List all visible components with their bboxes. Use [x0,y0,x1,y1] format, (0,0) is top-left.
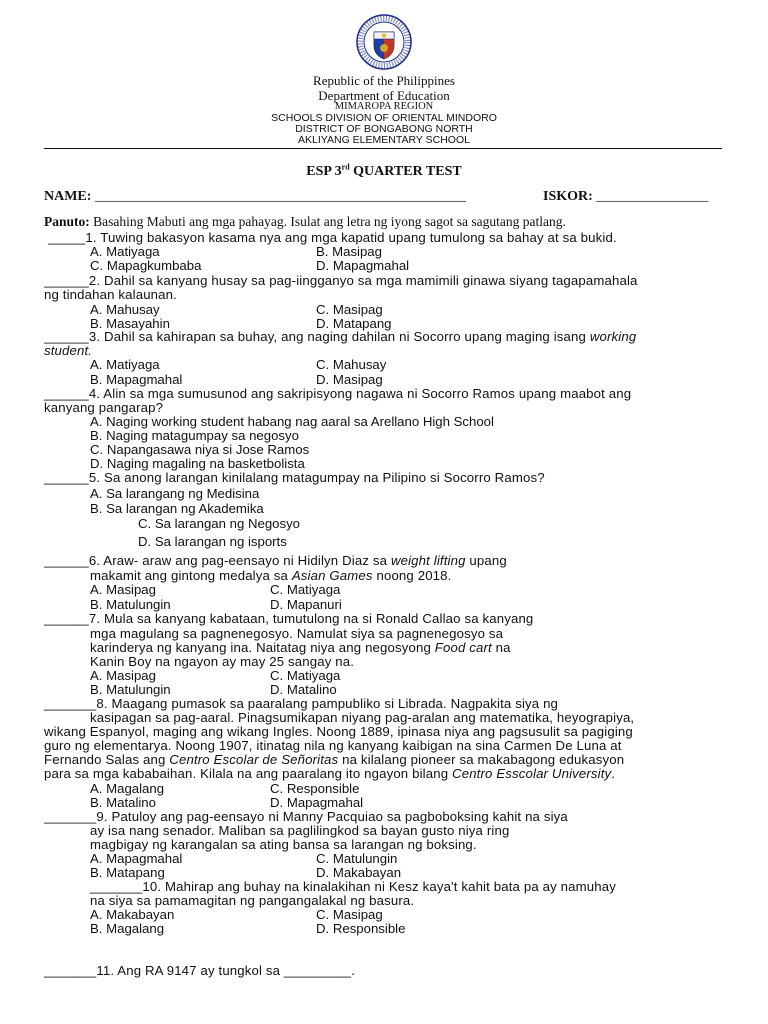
instructions-text: Basahing Mabuti ang mga pahayag. Isulat ang letra ng iyong sagot sa sagutang patlang. [89,214,566,229]
question-7-option-a: A. Masipag [90,668,156,683]
question-8-option-c: C. Responsible [270,781,360,796]
question-8-stem-line3: wikang Espanyol, maging ang wikang Ingles. Noong 1889, ipinasa niya ang pagsusulit sa pagiging [44,724,633,739]
question-4-option-a: A. Naging working student habang nag aaral sa Arellano High School [90,414,494,429]
question-8-option-d: D. Mapagmahal [270,795,364,810]
question-2-option-c: C. Masipag [316,302,383,317]
question-3-option-a: A. Matiyaga [90,357,160,372]
question-7-stem-line2: mga magulang sa pagnenegosyo. Namulat siya sa pagnenegosyo sa [90,626,504,641]
question-1-option-c: C. Mapagkumbaba [90,258,202,273]
question-2-option-b: B. Masayahin [90,316,170,331]
question-6-stem: ______6. Araw- araw ang pag-eensayo ni Hidilyn Diaz sa weight lifting upang [44,553,507,568]
question-2-option-a: A. Mahusay [90,302,160,317]
question-4-stem: ______4. Alin sa mga sumusunod ang sakripisyong nagawa ni Socorro Ramos upang maabot ang [44,386,632,401]
question-3-option-c: C. Mahusay [316,357,387,372]
question-4-option-d: D. Naging magaling na basketbolista [90,456,305,471]
question-4-stem-cont: kanyang pangarap? [44,400,164,415]
deped-seal-icon [356,14,412,70]
question-10-stem-cont: na siya sa pamamagitan ng pangangalakal ng basura. [90,893,415,908]
question-2-stem-cont: ng tindahan kalaunan. [44,287,177,302]
question-5-option-b: B. Sa larangan ng Akademika [90,501,264,516]
question-8-option-a: A. Magalang [90,781,165,796]
question-8-stem-line5: Fernando Salas ang Centro Escolar de Señoritas na kilalang pioneer sa makabagong edukasyon [44,752,625,767]
question-4-option-b: B. Naging matagumpay sa negosyo [90,428,299,443]
question-4-option-c: C. Napangasawa niya si Jose Ramos [90,442,310,457]
question-1-option-a: A. Matiyaga [90,244,160,259]
score-field[interactable] [543,189,708,204]
question-8-stem-line2: kasipagan sa pag-aaral. Pinagsumikapan niyang pag-aralan ang matematika, heyograpiya, [90,710,635,725]
question-8-stem-line4: guro ng elementarya. Noong 1907, itinatag nila ng kanyang kaibigan na sina Carmen De Luna at [44,738,622,753]
question-9-option-c: C. Matulungin [316,851,398,866]
header-line-district: DISTRICT OF BONGABONG NORTH [295,123,473,135]
question-10-option-a: A. Makabayan [90,907,175,922]
instructions-label: Panuto: [44,214,90,229]
score-blank[interactable]: ________________ [596,189,709,204]
test-title: ESP 3rd QUARTER TEST [306,162,462,179]
question-3-stem: ______3. Dahil sa kahirapan sa buhay, ang naging dahilan ni Socorro upang maging isang working [44,329,637,344]
question-3-option-b: B. Mapagmahal [90,372,183,387]
question-3-option-d: D. Masipag [316,372,383,387]
question-6-option-c: C. Matiyaga [270,582,341,597]
question-11-stem: _______11. Ang RA 9147 ay tungkol sa _________. [44,963,356,978]
score-label: ISKOR: [543,189,597,204]
question-8-stem-line6: para sa mga kababaihan. Kilala na ang paaralang ito ngayon bilang Centro Esscolar University. [44,766,616,781]
question-10-option-c: C. Masipag [316,907,383,922]
header-line-republic: Republic of the Philippines [313,73,455,88]
name-field[interactable] [44,189,466,204]
question-9-stem-line2: ay isa nang senador. Maliban sa paglilingkod sa bayan gusto niya ring [90,823,510,838]
question-10-option-d: D. Responsible [316,921,406,936]
question-7-stem: ______7. Mula sa kanyang kabataan, tumutulong na si Ronald Callao sa kanyang [44,611,534,626]
question-9-option-b: B. Matapang [90,865,165,880]
question-2-stem: ______2. Dahil sa kanyang husay sa pag-iingganyo sa mga mamimili ginawa siyang tagapamahala [44,273,638,288]
question-3-stem-cont: student. [44,343,93,358]
question-6-stem-cont: makamit ang gintong medalya sa Asian Games noong 2018. [90,568,452,583]
question-2-option-d: D. Matapang [316,316,392,331]
header-divider [44,148,722,149]
question-9-stem-line3: magbigay ng karangalan sa ating bansa sa larangan ng boksing. [90,837,477,852]
question-9-option-d: D. Makabayan [316,865,402,880]
name-label: NAME: [44,189,95,204]
question-1-option-d: D. Mapagmahal [316,258,410,273]
question-7-option-d: D. Matalino [270,682,337,697]
question-6-option-b: B. Matulungin [90,597,171,612]
question-7-option-c: C. Matiyaga [270,668,341,683]
question-9-option-a: A. Mapagmahal [90,851,183,866]
question-5-option-d: D. Sa larangan ng isports [138,534,287,549]
header-line-region: MIMAROPA REGION [334,101,434,112]
question-7-option-b: B. Matulungin [90,682,171,697]
question-1-stem: _____1. Tuwing bakasyon kasama nya ang mga kapatid upang tumulong sa bahay at sa bukid. [48,230,617,245]
header-line-division: SCHOOLS DIVISION OF ORIENTAL MINDORO [271,112,497,124]
header-line-school: AKLIYANG ELEMENTARY SCHOOL [298,134,470,146]
instructions [44,214,566,229]
question-8-option-b: B. Matalino [90,795,156,810]
question-5-stem: ______5. Sa anong larangan kinilalang matagumpay na Pilipino si Socorro Ramos? [44,470,545,485]
question-10-option-b: B. Magalang [90,921,165,936]
question-6-option-a: A. Masipag [90,582,156,597]
question-5-option-a: A. Sa larangang ng Medisina [90,486,260,501]
question-7-stem-line4: Kanin Boy na ngayon ay may 25 sangay na. [90,654,355,669]
question-8-stem: _______8. Maagang pumasok sa paaralang pampubliko si Librada. Nagpakita siya ng [44,696,559,711]
question-7-stem-line3: karinderya ng kanyang ina. Naitatag niya ang negosyong Food cart na [90,640,511,655]
question-10-stem: _______10. Mahirap ang buhay na kinalakihan ni Kesz kaya't kahit bata pa ay namuhay [90,879,616,894]
header-line-department: Department of Education [318,88,450,103]
question-6-option-d: D. Mapanuri [270,597,342,612]
question-9-stem: _______9. Patuloy ang pag-eensayo ni Manny Pacquiao sa pagboboksing kahit na siya [44,809,568,824]
name-blank[interactable]: _____________________________________________________ [94,189,466,204]
question-5-option-c: C. Sa larangan ng Negosyo [138,516,301,531]
question-1-option-b: B. Masipag [316,244,382,259]
